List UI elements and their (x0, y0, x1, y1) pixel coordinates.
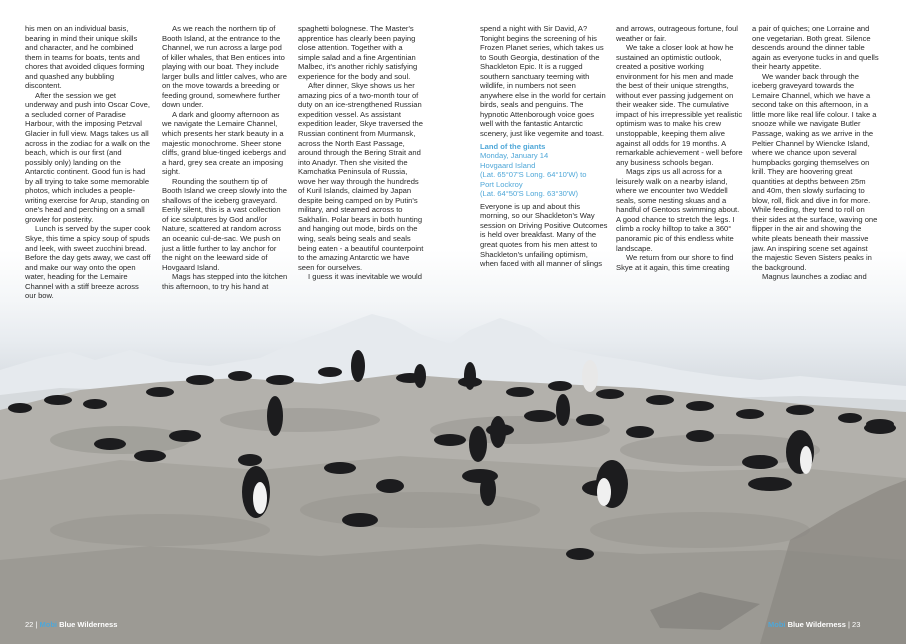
text-column-5 (616, 24, 744, 272)
publication-title: Blue Wilderness (59, 620, 118, 629)
paragraph: We take a closer look at how he sustained an optimistic outlook, created a positive working environment for his men and made the best of their unique strengths, without ever passing judgement on their weaker side. The cumulative impact of his irrepressible yet realistic optimism was to make his crew unstoppable, keeping them alive against all odds for 19 months. A remarkable achievement - well before any business schools began. (616, 43, 743, 167)
section-date: Monday, January 14 (480, 151, 549, 161)
page-number: 22 (25, 620, 34, 629)
paragraph: We return from our shore to find Skye at it again, this time creating (616, 253, 734, 272)
paragraph: Mags zips us all across for a leisurely walk on a nearby island, where we encounter two Weddell seals, some nesting skuas and a handful of Gentoos swimming about. A good chance to stretch the legs. I climb a rocky hilltop to take a 360° panoramic pic of this endless white landscape. (616, 167, 740, 253)
section-location: Port Lockroy (480, 179, 523, 189)
section-coordinates: (Lat. 65°07'S Long. 64°10'W) to (480, 170, 587, 180)
text-column-2 (162, 24, 288, 291)
paragraph: Magnus launches a zodiac and (762, 272, 867, 282)
paragraph: spaghetti bolognese. The Master's apprentice has clearly been paying close attention. Together with a simple salad and a fine Argentinian Malbec, it's another richly satisfying experience for the body and soul. (298, 24, 418, 81)
paragraph: a pair of quiches; one Lorraine and one vegetarian. Both great. Silence descends around the dinner table again as everyone tucks in and quells their hearty appetite. (752, 24, 879, 72)
paragraph: Mags has stepped into the kitchen this afternoon, to try his hand at (162, 272, 288, 291)
paragraph: and arrows, outrageous fortune, foul weather or fair. (616, 24, 738, 43)
brand-name: Mobi (39, 620, 57, 629)
publication-title: Blue Wilderness (787, 620, 846, 629)
footer-separator: | (847, 620, 850, 629)
text-column-1 (25, 24, 151, 301)
paragraph: Lunch is served by the super cook Skye, this time a spicy soup of spuds and leek, with sweet zucchini bread. Before the day gets away, we cast off and make our way onto the open water, heading for the Lemaire Channel with a stiff breeze across our bow. (25, 224, 151, 301)
page-number: 23 (852, 620, 861, 629)
brand-name: Mobi (768, 620, 786, 629)
text-column-6 (752, 24, 880, 282)
paragraph: After the session we get underway and push into Oscar Cove, a secluded corner of Paradise Harbour, with the imposing Petzval Glacier in full view. Mags takes us all across in the zodiac for a walk on the beach, which is our first (and possibly only) landing on the Antarctic continent. Good fun is had by all trying to take some memorable photos, which includes a people-writing exercise for Arup, standing on one's head and perching on a small growler for posterity. (25, 90, 150, 224)
paragraph: Everyone is up and about this morning, so our Shackleton's Way session on Driving Positive Outcomes is held over breakfast. Many of the great quotes from his men attest to Shackleton's unfailing optimism, when faced with all manner of slings (480, 201, 608, 269)
paragraph: Rounding the southern tip of Booth Island we creep slowly into the shallows of the iceberg graveyard. Eerily silent, this is a vast collection of ice sculptures by God and/or Nature, scattered at random across an oceanic cul-de-sac. We push on just a little further to lay anchor for the night on the leeward side of Hovgaard Island. (162, 176, 287, 272)
section-coordinates: (Lat. 64°50'S Long. 63°30'W) (480, 189, 579, 199)
right-page-footer (768, 620, 860, 629)
left-page-footer (25, 620, 117, 629)
section-heading: Land of the giants (480, 141, 546, 151)
footer-separator: | (35, 620, 38, 629)
text-column-3 (298, 24, 426, 282)
paragraph: I guess it was inevitable we would (308, 272, 422, 282)
paragraph: his men on an individual basis, bearing in mind their unique skills and character, and he combined them in teams for boats, tents and chores that avoided cliques forming and quashed any bubbling discontent. (25, 24, 145, 91)
section-location: Hovgaard Island (480, 160, 536, 170)
paragraph: spend a night with Sir David, A? Tonight begins the screening of his Frozen Planet series, which takes us to South Georgia, destination of the Shackleton Epic. It is a rugged southern sanctuary teeming with wildlife, in numbers not seen anywhere else in the world for certain birds, seals and penguins. The hypnotic Attenborough voice goes well with the fantastic Antarctic scenery, just like vegemite and toast. (480, 24, 606, 139)
paragraph: After dinner, Skye shows us her amazing pics of a two-month tour of duty on an ice-strengthened Russian expedition vessel. As assistant expedition leader, Skye traversed the Russian continent from Murmansk, across the North East Passage, around through the Bering Strait and into Anadyr. Then she visited the Kamchatka Peninsula of Russia, wove her way through the hundreds of Kuril Islands, claimed by Japan despite being camped on by Putin's military, and steamed across to Sakhalin. Polar bears in both hunting and hanging out mode, birds on the wing, seals being seals and seals being eaten - a beautiful counterpoint to the amazing Antarctic we have seen for ourselves. (298, 81, 424, 272)
text-column-4 (480, 24, 608, 269)
paragraph: As we reach the northern tip of Booth Island, at the entrance to the Channel, we run across a large pod of killer whales, that Ben entices into playing with our boat. They include larger bulls and littler calves, who are on the move towards a breeding or feeding ground, somewhere further down under. (162, 24, 287, 110)
paragraph: We wander back through the iceberg graveyard towards the Lemaire Channel, which we have a second take on this afternoon, in a little more like real life colour. I take a snooze while we navigate Butler Passage, waking as we arrive in the Peltier Channel by Wiencke Island, where we chance upon several humpbacks gorging themselves on krill. They are hoovering great quantities at depths between 25m and 40m, then slowly surfacing to blow, roll, flick and dive in for more. While feeding, they tend to roll on their sides at the surface, waving one flipper in the air and showing the white pleats beneath their massive jaw. An inspiring scene set against the majestic Seven Sisters peaks in the background. (752, 71, 878, 272)
paragraph: A dark and gloomy afternoon as we navigate the Lemaire Channel, which presents her stark beauty in a majestic monochrome. Sheer stone cliffs, grand blue-tinged icebergs and a hard, grey sea create an imposing sight. (162, 109, 286, 177)
